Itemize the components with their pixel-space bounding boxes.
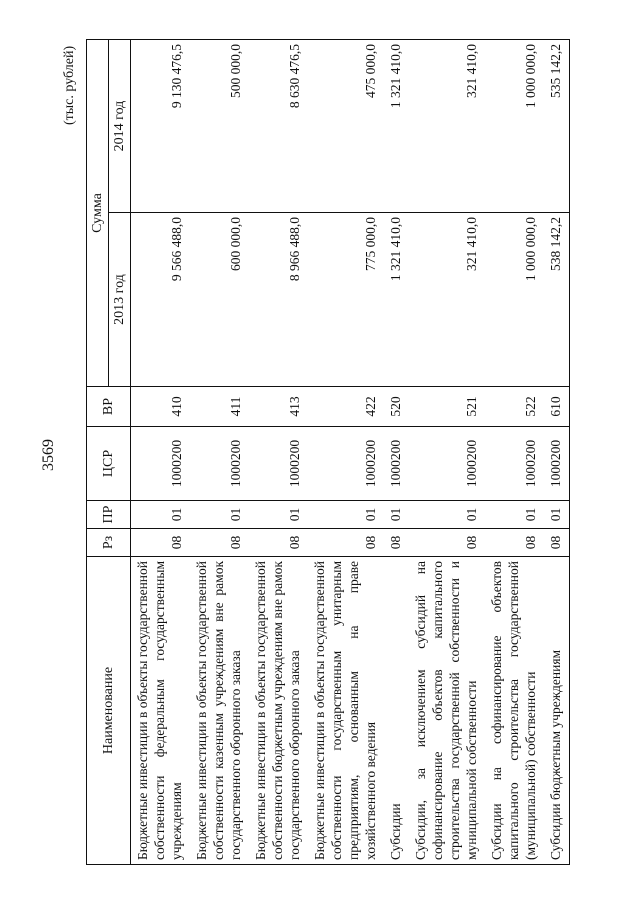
cell-y2013: 321 410,0: [409, 213, 485, 387]
header-vr: ВР: [87, 387, 131, 427]
page-number: 3569: [40, 439, 57, 471]
cell-y2013: 9 566 488,0: [131, 213, 191, 387]
table-row: [384, 40, 409, 865]
header-csr: ЦСР: [87, 427, 131, 501]
cell-rz: 08: [190, 529, 249, 557]
cell-rz: 08: [131, 529, 191, 557]
cell-rz: 08: [544, 529, 570, 557]
cell-y2014: 9 130 476,5: [131, 40, 191, 213]
header-sum: Сумма: [87, 40, 109, 387]
cell-y2014: 1 321 410,0: [384, 40, 409, 213]
cell-y2014: 321 410,0: [409, 40, 485, 213]
cell-y2013: 600 000,0: [190, 213, 249, 387]
cell-y2013: 1 321 410,0: [384, 213, 409, 387]
cell-name: Бюджетные инвестиции в объекты государственной собственности государственным унитарным предприятиям, основанным на праве хозяйственного ведения: [308, 557, 384, 865]
cell-pr: 01: [409, 501, 485, 529]
table-row: [485, 40, 544, 865]
cell-y2013: 775 000,0: [308, 213, 384, 387]
cell-rz: 08: [485, 529, 544, 557]
table-row: [409, 40, 485, 865]
cell-pr: 01: [308, 501, 384, 529]
cell-rz: 08: [409, 529, 485, 557]
header-2013: 2013 год: [109, 213, 131, 387]
table-row: [308, 40, 384, 865]
header-rz: Рз: [87, 529, 131, 557]
cell-csr: 1000200: [485, 427, 544, 501]
cell-name: Субсидии на софинансирование объектов капитального строительства государственной (муниципальной) собственности: [485, 557, 544, 865]
cell-name: Субсидии бюджетным учреждениям: [544, 557, 570, 865]
cell-vr: 422: [308, 387, 384, 427]
cell-csr: 1000200: [544, 427, 570, 501]
cell-name: Бюджетные инвестиции в объекты государственной собственности бюджетным учреждениям вне рамок государственного оборонного заказа: [249, 557, 308, 865]
cell-y2014: 535 142,2: [544, 40, 570, 213]
cell-pr: 01: [249, 501, 308, 529]
table-body: [131, 40, 570, 865]
cell-csr: 1000200: [190, 427, 249, 501]
header-2014: 2014 год: [109, 40, 131, 213]
cell-y2014: 8 630 476,5: [249, 40, 308, 213]
cell-csr: 1000200: [409, 427, 485, 501]
cell-vr: 411: [190, 387, 249, 427]
cell-name: Бюджетные инвестиции в объекты государственной собственности казенным учреждениям вне рамок государственного оборонного заказа: [190, 557, 249, 865]
cell-rz: 08: [384, 529, 409, 557]
cell-rz: 08: [308, 529, 384, 557]
table-row: [544, 40, 570, 865]
cell-pr: 01: [131, 501, 191, 529]
cell-y2014: 500 000,0: [190, 40, 249, 213]
units-label: (тыс. рублей): [62, 45, 77, 125]
cell-y2014: 475 000,0: [308, 40, 384, 213]
cell-vr: 522: [485, 387, 544, 427]
cell-csr: 1000200: [384, 427, 409, 501]
cell-y2013: 8 966 488,0: [249, 213, 308, 387]
header-name: Наименование: [87, 557, 131, 865]
cell-pr: 01: [384, 501, 409, 529]
table-row: [131, 40, 191, 865]
cell-csr: 1000200: [308, 427, 384, 501]
cell-name: Бюджетные инвестиции в объекты государственной собственности федеральным государственным учреждениям: [131, 557, 191, 865]
cell-csr: 1000200: [249, 427, 308, 501]
cell-pr: 01: [485, 501, 544, 529]
cell-y2013: 1 000 000,0: [485, 213, 544, 387]
cell-vr: 413: [249, 387, 308, 427]
header-pr: ПР: [87, 501, 131, 529]
cell-pr: 01: [190, 501, 249, 529]
header-row-top: [87, 40, 109, 865]
cell-vr: 520: [384, 387, 409, 427]
table-row: [190, 40, 249, 865]
table-row: [249, 40, 308, 865]
cell-y2013: 538 142,2: [544, 213, 570, 387]
cell-name: Субсидии, за исключением субсидий на софинансирование объектов капитального строительства государственной собственности и муниципальной собственности: [409, 557, 485, 865]
cell-vr: 521: [409, 387, 485, 427]
cell-csr: 1000200: [131, 427, 191, 501]
budget-table: [86, 39, 570, 865]
cell-vr: 410: [131, 387, 191, 427]
cell-y2014: 1 000 000,0: [485, 40, 544, 213]
cell-rz: 08: [249, 529, 308, 557]
cell-name: Субсидии: [384, 557, 409, 865]
cell-vr: 610: [544, 387, 570, 427]
cell-pr: 01: [544, 501, 570, 529]
